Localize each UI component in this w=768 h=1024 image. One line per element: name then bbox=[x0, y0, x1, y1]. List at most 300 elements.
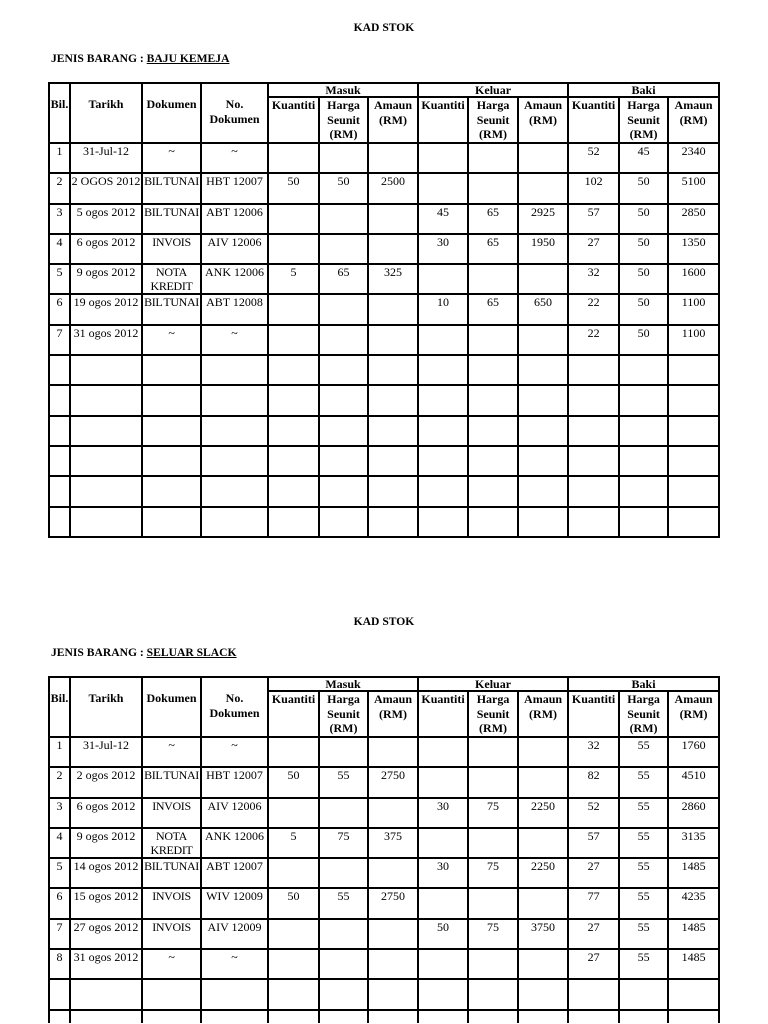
cell-keluar-amaun bbox=[518, 888, 568, 918]
cell-dokumen: INVOIS bbox=[142, 888, 201, 918]
cell-baki-amaun: 1485 bbox=[668, 949, 719, 979]
cell-masuk-harga-seunit bbox=[319, 949, 368, 979]
empty-cell bbox=[142, 979, 201, 1009]
cell-masuk-amaun bbox=[368, 919, 418, 949]
cell-tarikh: 31 ogos 2012 bbox=[70, 949, 142, 979]
header-masuk-amaun: Amaun (RM) bbox=[368, 97, 418, 143]
empty-cell bbox=[70, 355, 142, 385]
empty-cell bbox=[201, 507, 268, 537]
cell-tarikh: 2 OGOS 2012 bbox=[70, 173, 142, 203]
empty-cell bbox=[418, 446, 468, 476]
cell-masuk-amaun: 325 bbox=[368, 264, 418, 294]
empty-cell bbox=[418, 476, 468, 506]
cell-baki-kuantiti: 52 bbox=[568, 143, 619, 173]
header-group-baki: Baki bbox=[568, 677, 719, 691]
empty-cell bbox=[49, 1010, 70, 1023]
empty-cell bbox=[201, 416, 268, 446]
header-group-keluar: Keluar bbox=[418, 677, 568, 691]
cell-no-dokumen: AIV 12009 bbox=[201, 919, 268, 949]
cell-keluar-harga-seunit: 65 bbox=[468, 234, 518, 264]
cell-no-dokumen: ABT 12008 bbox=[201, 294, 268, 324]
empty-cell bbox=[268, 1010, 319, 1023]
empty-cell bbox=[518, 355, 568, 385]
cell-tarikh: 27 ogos 2012 bbox=[70, 919, 142, 949]
empty-cell bbox=[468, 416, 518, 446]
cell-masuk-amaun: 2750 bbox=[368, 767, 418, 797]
empty-cell bbox=[49, 446, 70, 476]
header-baki-kuantiti: Kuantiti bbox=[568, 97, 619, 143]
cell-no-dokumen: AIV 12006 bbox=[201, 798, 268, 828]
cell-baki-kuantiti: 52 bbox=[568, 798, 619, 828]
item-type-label: JENIS BARANG : bbox=[51, 646, 144, 659]
empty-cell bbox=[142, 385, 201, 415]
table-row bbox=[49, 858, 719, 888]
cell-keluar-amaun: 1950 bbox=[518, 234, 568, 264]
card-title: KAD STOK bbox=[353, 21, 415, 34]
cell-tarikh: 14 ogos 2012 bbox=[70, 858, 142, 888]
cell-keluar-kuantiti bbox=[418, 173, 468, 203]
empty-cell bbox=[268, 979, 319, 1009]
cell-keluar-kuantiti: 10 bbox=[418, 294, 468, 324]
cell-dokumen: INVOIS bbox=[142, 919, 201, 949]
empty-row bbox=[49, 355, 719, 385]
empty-cell bbox=[70, 385, 142, 415]
cell-masuk-amaun bbox=[368, 234, 418, 264]
cell-masuk-kuantiti bbox=[268, 234, 319, 264]
cell-masuk-amaun bbox=[368, 325, 418, 355]
cell-dokumen: BIL TUNAI bbox=[142, 294, 201, 324]
cell-baki-amaun: 1485 bbox=[668, 919, 719, 949]
empty-cell bbox=[468, 476, 518, 506]
empty-cell bbox=[568, 385, 619, 415]
header-tarikh: Tarikh bbox=[70, 83, 142, 143]
cell-keluar-amaun: 3750 bbox=[518, 919, 568, 949]
cell-keluar-amaun bbox=[518, 173, 568, 203]
table-row bbox=[49, 264, 719, 294]
header-no-dokumen: No. Dokumen bbox=[201, 677, 268, 737]
empty-cell bbox=[319, 979, 368, 1009]
cell-keluar-harga-seunit bbox=[468, 888, 518, 918]
cell-bil: 2 bbox=[49, 173, 70, 203]
cell-masuk-kuantiti: 50 bbox=[268, 888, 319, 918]
empty-cell bbox=[468, 979, 518, 1009]
cell-masuk-amaun: 2750 bbox=[368, 888, 418, 918]
cell-baki-harga-seunit: 50 bbox=[619, 294, 668, 324]
cell-baki-kuantiti: 27 bbox=[568, 234, 619, 264]
cell-masuk-harga-seunit: 50 bbox=[319, 173, 368, 203]
cell-bil: 5 bbox=[49, 264, 70, 294]
cell-dokumen: INVOIS bbox=[142, 234, 201, 264]
header-group-baki: Baki bbox=[568, 83, 719, 97]
table-row bbox=[49, 204, 719, 234]
empty-cell bbox=[368, 979, 418, 1009]
header-row-groups bbox=[49, 83, 719, 97]
table-header bbox=[49, 677, 719, 737]
header-masuk-amaun: Amaun (RM) bbox=[368, 691, 418, 737]
table-row bbox=[49, 949, 719, 979]
empty-cell bbox=[668, 979, 719, 1009]
empty-cell bbox=[49, 416, 70, 446]
cell-keluar-harga-seunit bbox=[468, 325, 518, 355]
cell-keluar-amaun bbox=[518, 264, 568, 294]
empty-cell bbox=[142, 476, 201, 506]
empty-cell bbox=[142, 416, 201, 446]
cell-baki-amaun: 5100 bbox=[668, 173, 719, 203]
cell-masuk-kuantiti: 50 bbox=[268, 173, 319, 203]
cell-keluar-amaun: 2250 bbox=[518, 858, 568, 888]
empty-cell bbox=[619, 355, 668, 385]
header-baki-harga-seunit: Harga Seunit (RM) bbox=[619, 691, 668, 737]
empty-cell bbox=[418, 1010, 468, 1023]
cell-tarikh: 2 ogos 2012 bbox=[70, 767, 142, 797]
cell-bil: 7 bbox=[49, 325, 70, 355]
empty-cell bbox=[668, 385, 719, 415]
cell-baki-harga-seunit: 50 bbox=[619, 264, 668, 294]
cell-keluar-kuantiti bbox=[418, 325, 468, 355]
empty-cell bbox=[568, 416, 619, 446]
cell-dokumen: NOTA KREDIT bbox=[142, 264, 201, 294]
header-keluar-amaun: Amaun (RM) bbox=[518, 691, 568, 737]
cell-masuk-amaun bbox=[368, 294, 418, 324]
cell-bil: 3 bbox=[49, 798, 70, 828]
empty-cell bbox=[142, 446, 201, 476]
cell-baki-harga-seunit: 55 bbox=[619, 858, 668, 888]
stock-table bbox=[48, 82, 720, 538]
empty-cell bbox=[568, 979, 619, 1009]
cell-baki-kuantiti: 82 bbox=[568, 767, 619, 797]
cell-no-dokumen: WIV 12009 bbox=[201, 888, 268, 918]
item-type-name: BAJU KEMEJA bbox=[146, 52, 230, 65]
empty-cell bbox=[319, 416, 368, 446]
cell-masuk-kuantiti: 5 bbox=[268, 264, 319, 294]
header-tarikh: Tarikh bbox=[70, 677, 142, 737]
cell-baki-harga-seunit: 50 bbox=[619, 234, 668, 264]
cell-masuk-harga-seunit: 75 bbox=[319, 828, 368, 858]
empty-cell bbox=[668, 507, 719, 537]
cell-dokumen: BIL TUNAI bbox=[142, 767, 201, 797]
cell-keluar-kuantiti: 50 bbox=[418, 919, 468, 949]
cell-bil: 4 bbox=[49, 234, 70, 264]
header-no-dokumen: No. Dokumen bbox=[201, 83, 268, 143]
table-row bbox=[49, 234, 719, 264]
header-masuk-harga-seunit: Harga Seunit (RM) bbox=[319, 97, 368, 143]
cell-masuk-kuantiti: 5 bbox=[268, 828, 319, 858]
cell-baki-amaun: 2860 bbox=[668, 798, 719, 828]
cell-keluar-harga-seunit bbox=[468, 767, 518, 797]
cell-baki-harga-seunit: 55 bbox=[619, 919, 668, 949]
cell-masuk-amaun: 2500 bbox=[368, 173, 418, 203]
cell-dokumen: ~ bbox=[142, 143, 201, 173]
empty-cell bbox=[319, 355, 368, 385]
cell-keluar-amaun: 2250 bbox=[518, 798, 568, 828]
cell-masuk-harga-seunit bbox=[319, 204, 368, 234]
cell-keluar-harga-seunit bbox=[468, 143, 518, 173]
header-keluar-harga-seunit: Harga Seunit (RM) bbox=[468, 691, 518, 737]
empty-cell bbox=[268, 476, 319, 506]
empty-cell bbox=[201, 446, 268, 476]
cell-tarikh: 19 ogos 2012 bbox=[70, 294, 142, 324]
empty-cell bbox=[568, 507, 619, 537]
cell-masuk-amaun bbox=[368, 858, 418, 888]
header-group-masuk: Masuk bbox=[268, 83, 418, 97]
cell-no-dokumen: AIV 12006 bbox=[201, 234, 268, 264]
cell-tarikh: 6 ogos 2012 bbox=[70, 234, 142, 264]
cell-keluar-harga-seunit bbox=[468, 264, 518, 294]
empty-cell bbox=[668, 1010, 719, 1023]
cell-masuk-kuantiti bbox=[268, 204, 319, 234]
cell-baki-kuantiti: 27 bbox=[568, 858, 619, 888]
cell-masuk-harga-seunit: 65 bbox=[319, 264, 368, 294]
cell-dokumen: INVOIS bbox=[142, 798, 201, 828]
cell-tarikh: 31 ogos 2012 bbox=[70, 325, 142, 355]
cell-baki-kuantiti: 57 bbox=[568, 204, 619, 234]
empty-cell bbox=[568, 1010, 619, 1023]
table-row bbox=[49, 737, 719, 767]
item-type-label: JENIS BARANG : bbox=[51, 52, 144, 65]
cell-dokumen: NOTA KREDIT bbox=[142, 828, 201, 858]
table-row bbox=[49, 919, 719, 949]
cell-no-dokumen: HBT 12007 bbox=[201, 173, 268, 203]
table-row bbox=[49, 798, 719, 828]
cell-baki-harga-seunit: 55 bbox=[619, 798, 668, 828]
cell-bil: 6 bbox=[49, 294, 70, 324]
cell-bil: 1 bbox=[49, 143, 70, 173]
cell-baki-amaun: 2850 bbox=[668, 204, 719, 234]
cell-dokumen: ~ bbox=[142, 325, 201, 355]
cell-baki-kuantiti: 27 bbox=[568, 919, 619, 949]
cell-keluar-amaun bbox=[518, 949, 568, 979]
cell-dokumen: BIL TUNAI bbox=[142, 858, 201, 888]
header-keluar-kuantiti: Kuantiti bbox=[418, 691, 468, 737]
header-dokumen: Dokumen bbox=[142, 83, 201, 143]
empty-cell bbox=[49, 385, 70, 415]
empty-cell bbox=[518, 446, 568, 476]
cell-keluar-amaun: 650 bbox=[518, 294, 568, 324]
cell-keluar-harga-seunit bbox=[468, 173, 518, 203]
cell-masuk-harga-seunit bbox=[319, 858, 368, 888]
empty-cell bbox=[368, 446, 418, 476]
cell-masuk-kuantiti bbox=[268, 737, 319, 767]
cell-masuk-kuantiti bbox=[268, 325, 319, 355]
cell-baki-kuantiti: 32 bbox=[568, 737, 619, 767]
header-group-masuk: Masuk bbox=[268, 677, 418, 691]
empty-cell bbox=[468, 385, 518, 415]
empty-cell bbox=[142, 1010, 201, 1023]
cell-baki-kuantiti: 32 bbox=[568, 264, 619, 294]
cell-keluar-kuantiti bbox=[418, 767, 468, 797]
cell-bil: 6 bbox=[49, 888, 70, 918]
cell-baki-amaun: 1760 bbox=[668, 737, 719, 767]
cell-baki-kuantiti: 27 bbox=[568, 949, 619, 979]
cell-keluar-kuantiti: 30 bbox=[418, 858, 468, 888]
cell-tarikh: 31-Jul-12 bbox=[70, 737, 142, 767]
cell-masuk-kuantiti bbox=[268, 858, 319, 888]
empty-row bbox=[49, 507, 719, 537]
header-masuk-harga-seunit: Harga Seunit (RM) bbox=[319, 691, 368, 737]
cell-keluar-harga-seunit: 75 bbox=[468, 798, 518, 828]
cell-keluar-kuantiti bbox=[418, 264, 468, 294]
table-body bbox=[49, 143, 719, 537]
cell-baki-amaun: 1100 bbox=[668, 325, 719, 355]
table-row bbox=[49, 828, 719, 858]
empty-cell bbox=[70, 416, 142, 446]
empty-cell bbox=[70, 979, 142, 1009]
header-baki-kuantiti: Kuantiti bbox=[568, 691, 619, 737]
cell-baki-amaun: 1350 bbox=[668, 234, 719, 264]
header-baki-amaun: Amaun (RM) bbox=[668, 97, 719, 143]
empty-cell bbox=[70, 476, 142, 506]
empty-cell bbox=[619, 476, 668, 506]
stock-card bbox=[0, 614, 768, 1024]
empty-cell bbox=[668, 416, 719, 446]
cell-keluar-kuantiti: 30 bbox=[418, 798, 468, 828]
header-row-groups bbox=[49, 677, 719, 691]
cell-masuk-amaun bbox=[368, 798, 418, 828]
cell-masuk-harga-seunit bbox=[319, 294, 368, 324]
header-group-keluar: Keluar bbox=[418, 83, 568, 97]
cell-bil: 7 bbox=[49, 919, 70, 949]
empty-cell bbox=[518, 385, 568, 415]
cell-keluar-kuantiti: 45 bbox=[418, 204, 468, 234]
cell-baki-harga-seunit: 55 bbox=[619, 888, 668, 918]
cell-baki-harga-seunit: 50 bbox=[619, 204, 668, 234]
cell-baki-kuantiti: 77 bbox=[568, 888, 619, 918]
cell-tarikh: 31-Jul-12 bbox=[70, 143, 142, 173]
empty-row bbox=[49, 1010, 719, 1023]
empty-cell bbox=[268, 385, 319, 415]
empty-cell bbox=[268, 446, 319, 476]
empty-cell bbox=[142, 507, 201, 537]
cell-dokumen: BIL TUNAI bbox=[142, 204, 201, 234]
cell-bil: 3 bbox=[49, 204, 70, 234]
cell-baki-amaun: 4235 bbox=[668, 888, 719, 918]
empty-cell bbox=[619, 446, 668, 476]
cell-no-dokumen: ~ bbox=[201, 949, 268, 979]
cell-keluar-harga-seunit: 65 bbox=[468, 294, 518, 324]
empty-cell bbox=[418, 416, 468, 446]
empty-cell bbox=[268, 416, 319, 446]
cell-baki-amaun: 3135 bbox=[668, 828, 719, 858]
cell-masuk-harga-seunit: 55 bbox=[319, 767, 368, 797]
empty-row bbox=[49, 385, 719, 415]
header-masuk-kuantiti: Kuantiti bbox=[268, 691, 319, 737]
empty-cell bbox=[70, 507, 142, 537]
table-row bbox=[49, 767, 719, 797]
empty-cell bbox=[319, 507, 368, 537]
cell-dokumen: ~ bbox=[142, 949, 201, 979]
empty-cell bbox=[201, 355, 268, 385]
cell-masuk-amaun bbox=[368, 949, 418, 979]
header-bil: Bil. bbox=[49, 677, 70, 737]
empty-row bbox=[49, 416, 719, 446]
cell-tarikh: 6 ogos 2012 bbox=[70, 798, 142, 828]
empty-cell bbox=[518, 416, 568, 446]
cell-bil: 4 bbox=[49, 828, 70, 858]
header-baki-amaun: Amaun (RM) bbox=[668, 691, 719, 737]
cell-keluar-amaun bbox=[518, 325, 568, 355]
empty-cell bbox=[268, 355, 319, 385]
cell-tarikh: 9 ogos 2012 bbox=[70, 828, 142, 858]
empty-cell bbox=[201, 385, 268, 415]
cell-baki-harga-seunit: 50 bbox=[619, 325, 668, 355]
empty-cell bbox=[368, 1010, 418, 1023]
cell-keluar-amaun bbox=[518, 828, 568, 858]
cell-baki-harga-seunit: 50 bbox=[619, 173, 668, 203]
empty-cell bbox=[668, 355, 719, 385]
cell-baki-harga-seunit: 55 bbox=[619, 828, 668, 858]
cell-keluar-harga-seunit bbox=[468, 737, 518, 767]
cell-keluar-amaun bbox=[518, 737, 568, 767]
empty-cell bbox=[668, 446, 719, 476]
empty-cell bbox=[518, 1010, 568, 1023]
empty-cell bbox=[368, 476, 418, 506]
cell-baki-amaun: 2340 bbox=[668, 143, 719, 173]
empty-cell bbox=[518, 507, 568, 537]
empty-row bbox=[49, 979, 719, 1009]
cell-baki-kuantiti: 22 bbox=[568, 294, 619, 324]
header-keluar-amaun: Amaun (RM) bbox=[518, 97, 568, 143]
cell-keluar-harga-seunit bbox=[468, 828, 518, 858]
empty-cell bbox=[468, 446, 518, 476]
cell-masuk-harga-seunit bbox=[319, 143, 368, 173]
cell-dokumen: BIL TUNAI bbox=[142, 173, 201, 203]
empty-cell bbox=[568, 355, 619, 385]
cell-dokumen: ~ bbox=[142, 737, 201, 767]
table-row bbox=[49, 173, 719, 203]
empty-cell bbox=[201, 979, 268, 1009]
cell-no-dokumen: ~ bbox=[201, 737, 268, 767]
empty-cell bbox=[368, 385, 418, 415]
empty-cell bbox=[468, 1010, 518, 1023]
cell-baki-harga-seunit: 55 bbox=[619, 949, 668, 979]
cell-keluar-kuantiti bbox=[418, 949, 468, 979]
cell-keluar-harga-seunit: 65 bbox=[468, 204, 518, 234]
cell-masuk-kuantiti bbox=[268, 143, 319, 173]
table-header bbox=[49, 83, 719, 143]
empty-cell bbox=[468, 507, 518, 537]
empty-row bbox=[49, 476, 719, 506]
header-keluar-kuantiti: Kuantiti bbox=[418, 97, 468, 143]
cell-tarikh: 15 ogos 2012 bbox=[70, 888, 142, 918]
cell-masuk-kuantiti bbox=[268, 919, 319, 949]
header-dokumen: Dokumen bbox=[142, 677, 201, 737]
empty-cell bbox=[319, 385, 368, 415]
cell-masuk-amaun bbox=[368, 204, 418, 234]
cell-baki-amaun: 1485 bbox=[668, 858, 719, 888]
cell-keluar-amaun bbox=[518, 143, 568, 173]
cell-masuk-harga-seunit bbox=[319, 234, 368, 264]
table-body bbox=[49, 737, 719, 1023]
cell-keluar-harga-seunit: 75 bbox=[468, 858, 518, 888]
cell-baki-kuantiti: 57 bbox=[568, 828, 619, 858]
empty-cell bbox=[319, 476, 368, 506]
cell-masuk-harga-seunit bbox=[319, 325, 368, 355]
empty-cell bbox=[70, 446, 142, 476]
empty-cell bbox=[368, 416, 418, 446]
stock-table bbox=[48, 676, 720, 1023]
cell-masuk-amaun bbox=[368, 737, 418, 767]
cell-no-dokumen: ~ bbox=[201, 143, 268, 173]
cell-bil: 8 bbox=[49, 949, 70, 979]
cell-keluar-kuantiti bbox=[418, 888, 468, 918]
cell-masuk-kuantiti bbox=[268, 798, 319, 828]
cell-baki-amaun: 1100 bbox=[668, 294, 719, 324]
empty-cell bbox=[368, 355, 418, 385]
empty-cell bbox=[568, 446, 619, 476]
cell-masuk-kuantiti: 50 bbox=[268, 767, 319, 797]
cell-bil: 2 bbox=[49, 767, 70, 797]
cell-keluar-kuantiti bbox=[418, 828, 468, 858]
